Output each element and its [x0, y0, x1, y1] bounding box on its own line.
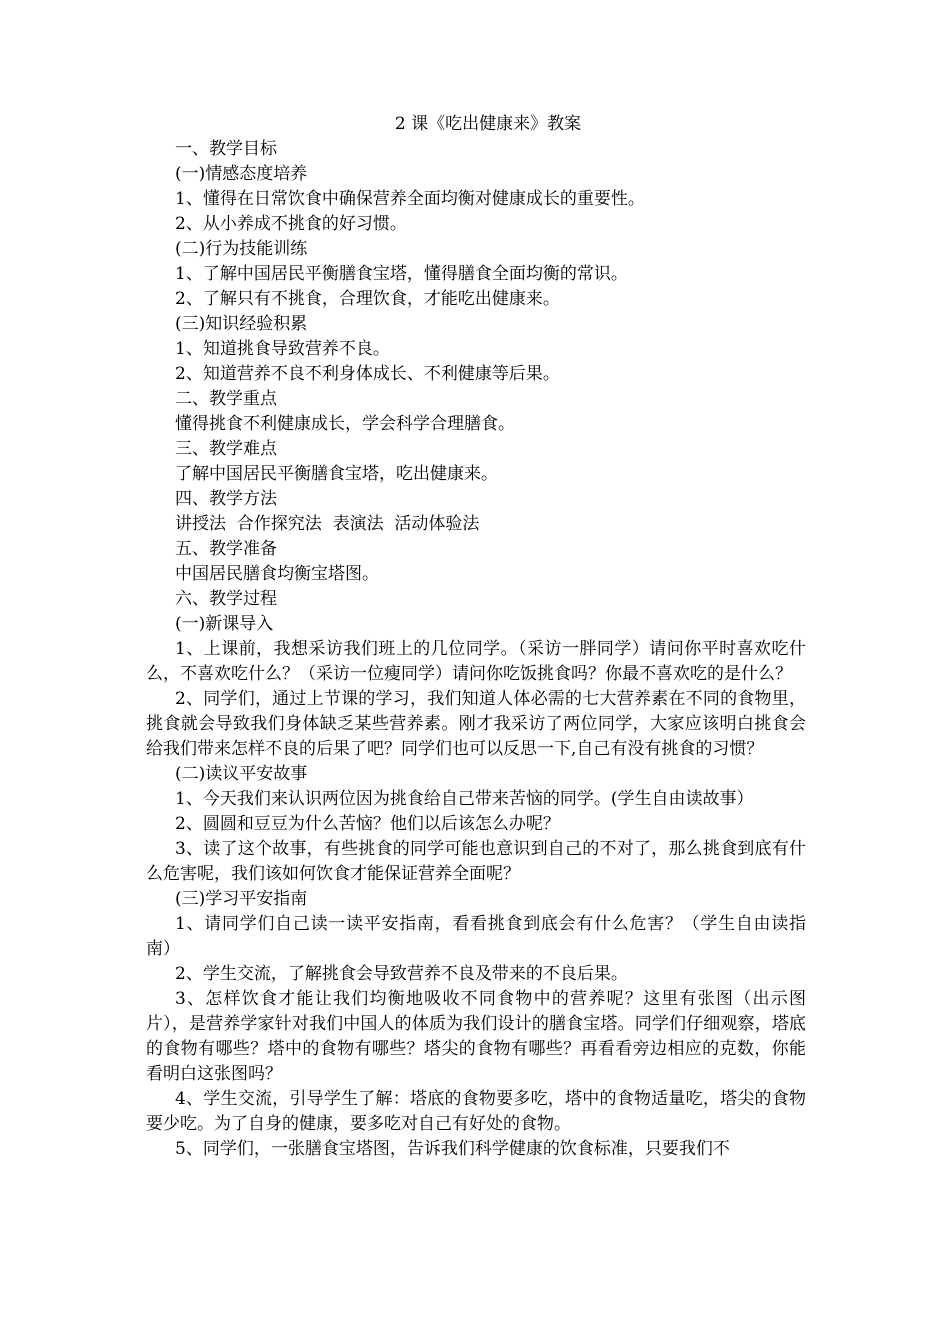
paragraph: 讲授法 合作探究法 表演法 活动体验法 [175, 514, 480, 534]
paragraph: (三)知识经验积累 [175, 314, 308, 334]
paragraph: 1、今天我们来认识两位因为挑食给自己带来苦恼的同学。(学生自由读故事） [175, 789, 754, 809]
paragraph: 1、请同学们自己读一读平安指南，看看挑食到底会有什么危害？（学生自由读指南） [146, 914, 806, 959]
paragraph: 2、知道营养不良不利身体成长、不利健康等后果。 [175, 364, 560, 384]
paragraph: 了解中国居民平衡膳食宝塔，吃出健康来。 [175, 464, 498, 484]
paragraph: (一)新课导入 [175, 614, 274, 634]
paragraph: (三)学习平安指南 [175, 889, 308, 909]
paragraph: 五、教学准备 [175, 539, 277, 559]
paragraph: 四、教学方法 [175, 489, 277, 509]
paragraph: 2、学生交流，了解挑食会导致营养不良及带来的不良后果。 [175, 964, 628, 984]
document-body [146, 112, 806, 1162]
paragraph: 5、同学们，一张膳食宝塔图，告诉我们科学健康的饮食标准，只要我们不 [175, 1139, 730, 1159]
paragraph: 3、怎样饮食才能让我们均衡地吸收不同食物中的营养呢？这里有张图（出示图片），是营养学家针对我们中国人的体质为我们设计的膳食宝塔。同学们仔细观察，塔底的食物有哪些？塔中的食物有哪些？塔尖的食物有哪些？再看看旁边相应的克数，你能看明白这张图吗？ [146, 989, 806, 1084]
paragraph: 六、教学过程 [175, 589, 277, 609]
paragraph: 4、学生交流，引导学生了解：塔底的食物要多吃，塔中的食物适量吃，塔尖的食物要少吃。为了自身的健康，要多吃对自己有好处的食物。 [146, 1089, 806, 1134]
paragraph: 3、读了这个故事，有些挑食的同学可能也意识到自己的不对了，那么挑食到底有什么危害呢，我们该如何饮食才能保证营养全面呢？ [146, 839, 806, 884]
paragraph: 1、上课前，我想采访我们班上的几位同学。（采访一胖同学）请问你平时喜欢吃什么，不喜欢吃什么？（采访一位瘦同学）请问你吃饭挑食吗？你最不喜欢吃的是什么？ [146, 639, 806, 684]
paragraph: 懂得挑食不利健康成长，学会科学合理膳食。 [175, 414, 515, 434]
paragraph: 中国居民膳食均衡宝塔图。 [175, 564, 379, 584]
paragraph: 1、了解中国居民平衡膳食宝塔，懂得膳食全面均衡的常识。 [175, 264, 628, 284]
paragraph: (二)读议平安故事 [175, 764, 308, 784]
paragraph: (二)行为技能训练 [175, 239, 308, 259]
paragraph: 2、同学们，通过上节课的学习，我们知道人体必需的七大营养素在不同的食物里，挑食就会导致我们身体缺乏某些营养素。刚才我采访了两位同学，大家应该明白挑食会给我们带来怎样不良的后果了吧？同学们也可以反思一下,自己有没有挑食的习惯？ [146, 689, 806, 759]
paragraph: 1、知道挑食导致营养不良。 [175, 339, 390, 359]
paragraph: 二、教学重点 [175, 389, 277, 409]
paragraph: 2、了解只有不挑食，合理饮食，才能吃出健康来。 [175, 289, 560, 309]
paragraph: 2、圆圆和豆豆为什么苦恼？他们以后该怎么办呢？ [175, 814, 560, 834]
paragraph: 1、懂得在日常饮食中确保营养全面均衡对健康成长的重要性。 [175, 189, 645, 209]
paragraph: 一、教学目标 [175, 139, 277, 159]
paragraph: 2、从小养成不挑食的好习惯。 [175, 214, 407, 234]
document-title: 2 课《吃出健康来》教案 [394, 114, 582, 134]
paragraph: (一)情感态度培养 [175, 164, 308, 184]
paragraph: 三、教学难点 [175, 439, 277, 459]
